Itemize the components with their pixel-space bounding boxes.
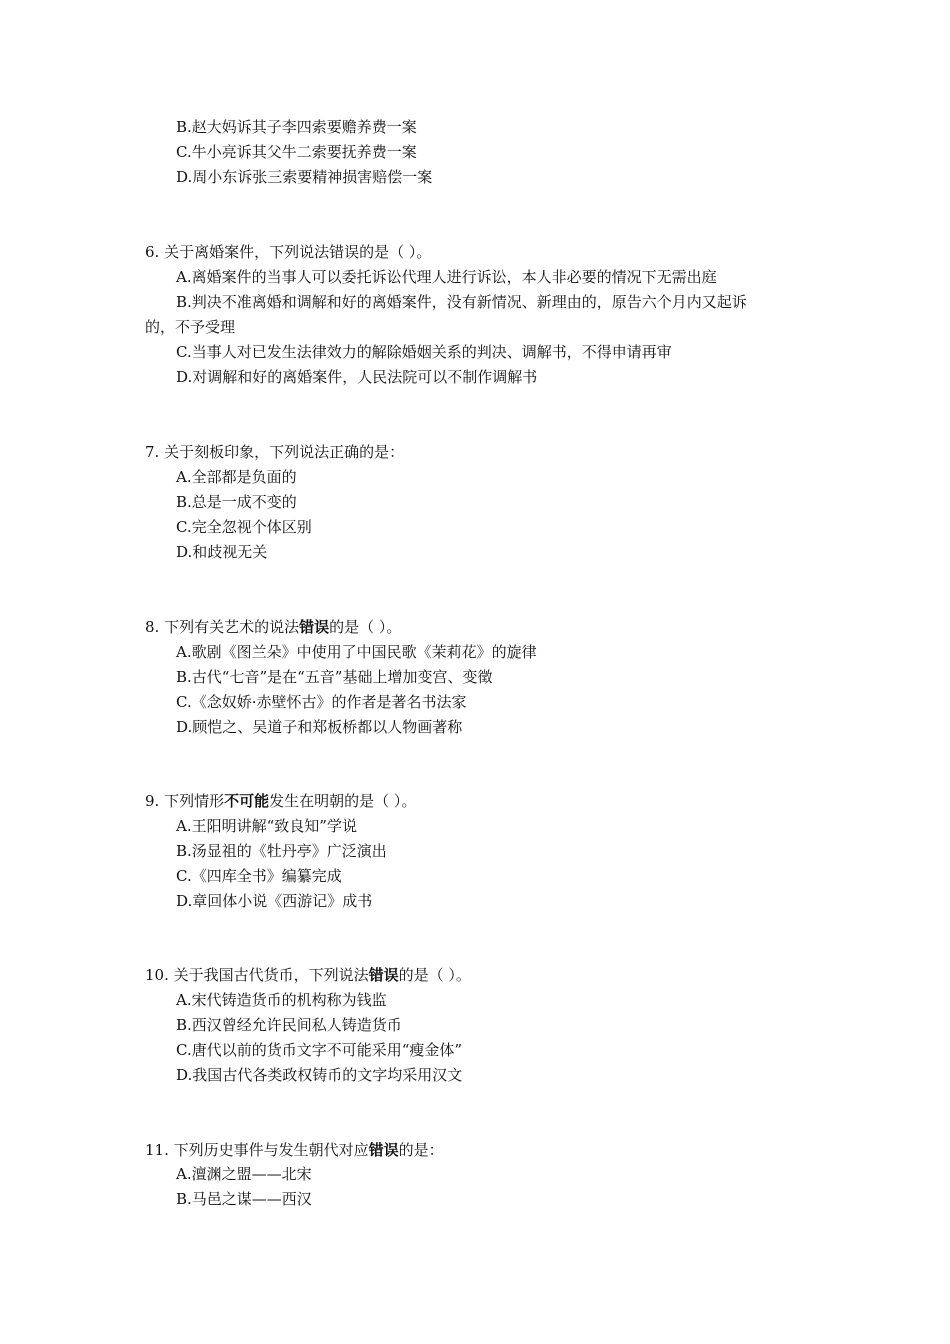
question-9-stem bbox=[145, 791, 416, 811]
question-10-stem-pre: 10. 关于我国古代货币，下列说法 bbox=[145, 966, 369, 984]
question-8-option-a: A.歌剧《图兰朵》中使用了中国民歌《茉莉花》的旋律 bbox=[176, 643, 537, 661]
question-7-option-c: C.完全忽视个体区别 bbox=[176, 518, 312, 536]
question-7-option-d: D.和歧视无关 bbox=[176, 543, 268, 561]
question-8-stem-pre: 8. 下列有关艺术的说法 bbox=[145, 618, 300, 636]
question-10-stem-post: 的是（ ）。 bbox=[398, 966, 471, 984]
question-10-stem bbox=[145, 965, 471, 985]
question-9-stem-pre: 9. 下列情形 bbox=[145, 792, 225, 810]
question-7-stem: 7. 关于刻板印象，下列说法正确的是： bbox=[145, 443, 405, 461]
question-11-option-b: B.马邑之谋——西汉 bbox=[176, 1190, 312, 1208]
question-9-option-a: A.王阳明讲解“致良知”学说 bbox=[176, 817, 357, 835]
option-b: B.赵大妈诉其子李四索要赡养费一案 bbox=[176, 118, 417, 136]
question-10-option-b: B.西汉曾经允许民间私人铸造货币 bbox=[176, 1016, 402, 1034]
question-9-option-c: C.《四库全书》编纂完成 bbox=[176, 867, 342, 885]
question-8-option-b: B.古代“七音”是在“五音”基础上增加变宫、变徵 bbox=[176, 668, 493, 686]
question-9-option-d: D.章回体小说《西游记》成书 bbox=[176, 892, 373, 910]
question-10-option-c: C.唐代以前的货币文字不可能采用“瘦金体” bbox=[176, 1041, 463, 1059]
question-10-option-a: A.宋代铸造货币的机构称为钱监 bbox=[176, 991, 387, 1009]
question-11-stem-post: 的是： bbox=[398, 1141, 444, 1159]
question-6-stem: 6. 关于离婚案件，下列说法错误的是（ ）。 bbox=[145, 243, 432, 261]
question-9-stem-emphasis: 不可能 bbox=[224, 792, 270, 810]
question-10-option-d: D.我国古代各类政权铸币的文字均采用汉文 bbox=[176, 1066, 463, 1084]
option-d: D.周小东诉张三索要精神损害赔偿一案 bbox=[176, 168, 433, 186]
question-8-option-d: D.顾恺之、吴道子和郑板桥都以人物画著称 bbox=[176, 718, 463, 736]
question-9-option-b: B.汤显祖的《牡丹亭》广泛演出 bbox=[176, 842, 387, 860]
question-6-option-b-continuation: 的，不予受理 bbox=[145, 318, 236, 336]
question-8-stem-emphasis: 错误 bbox=[299, 618, 330, 636]
question-11-stem-pre: 11. 下列历史事件与发生朝代对应 bbox=[145, 1141, 369, 1159]
question-8-stem-post: 的是（ ）。 bbox=[329, 618, 402, 636]
question-6-option-d: D.对调解和好的离婚案件，人民法院可以不制作调解书 bbox=[176, 368, 538, 386]
question-10-stem-emphasis: 错误 bbox=[368, 966, 399, 984]
option-c: C.牛小亮诉其父牛二索要抚养费一案 bbox=[176, 143, 417, 161]
question-11-stem-emphasis: 错误 bbox=[368, 1141, 399, 1159]
question-6-option-c: C.当事人对已发生法律效力的解除婚姻关系的判决、调解书，不得申请再审 bbox=[176, 343, 672, 361]
question-9-stem-post: 发生在明朝的是（ ）。 bbox=[269, 792, 417, 810]
question-6-option-a: A.离婚案件的当事人可以委托诉讼代理人进行诉讼，本人非必要的情况下无需出庭 bbox=[176, 268, 717, 286]
question-7-option-a: A.全部都是负面的 bbox=[176, 468, 297, 486]
question-8-stem bbox=[145, 617, 401, 637]
question-7-option-b: B.总是一成不变的 bbox=[176, 493, 297, 511]
question-6-option-b: B.判决不准离婚和调解和好的离婚案件，没有新情况、新理由的，原告六个月内又起诉 bbox=[176, 293, 747, 311]
question-8-option-c: C.《念奴娇·赤壁怀古》的作者是著名书法家 bbox=[176, 693, 467, 711]
question-11-stem bbox=[145, 1140, 444, 1160]
question-11-option-a: A.澶渊之盟——北宋 bbox=[176, 1165, 312, 1183]
